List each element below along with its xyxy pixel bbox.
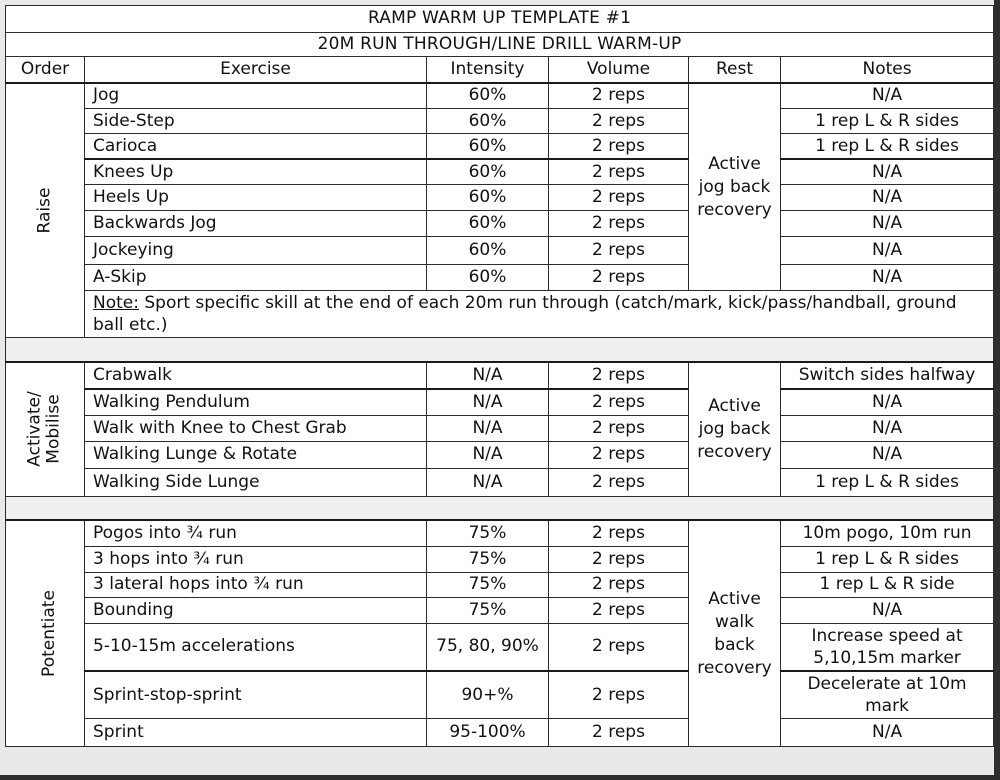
exercise-cell: Walking Lunge & Rotate	[85, 442, 427, 469]
header-exercise: Exercise	[85, 56, 427, 83]
intensity-cell: N/A	[427, 362, 549, 389]
notes-cell: 1 rep L & R side	[781, 572, 994, 597]
frame-edge-bottom	[0, 775, 1000, 780]
section-gap	[6, 338, 994, 362]
exercise-cell: Sprint	[85, 719, 427, 747]
volume-cell: 2 reps	[549, 415, 689, 442]
notes-cell: Increase speed at 5,10,15m marker	[781, 623, 994, 671]
volume-cell: 2 reps	[549, 442, 689, 469]
exercise-cell: Pogos into ¾ run	[85, 520, 427, 547]
intensity-cell: 75%	[427, 547, 549, 572]
table-row	[6, 623, 994, 671]
rest-raise: Active jog back recovery	[689, 83, 781, 291]
notes-cell: N/A	[781, 83, 994, 108]
volume-cell: 2 reps	[549, 134, 689, 159]
volume-cell: 2 reps	[549, 108, 689, 133]
volume-cell: 2 reps	[549, 362, 689, 389]
exercise-cell: Side-Step	[85, 108, 427, 133]
intensity-cell: N/A	[427, 389, 549, 416]
intensity-cell: N/A	[427, 468, 549, 497]
notes-cell: 1 rep L & R sides	[781, 108, 994, 133]
table-row	[6, 415, 994, 442]
intensity-cell: 60%	[427, 210, 549, 237]
notes-cell: N/A	[781, 237, 994, 265]
table-row	[6, 185, 994, 210]
header-row	[6, 56, 994, 83]
order-activate-label	[26, 391, 64, 466]
intensity-cell: 60%	[427, 159, 549, 184]
table-row	[6, 442, 994, 469]
notes-cell: N/A	[781, 719, 994, 747]
header-notes: Notes	[781, 56, 994, 83]
notes-cell: Decelerate at 10m mark	[781, 671, 994, 719]
table-row	[6, 719, 994, 747]
order-potentiate	[6, 520, 85, 746]
intensity-cell: 60%	[427, 185, 549, 210]
table-row	[6, 520, 994, 547]
exercise-cell: Walk with Knee to Chest Grab	[85, 415, 427, 442]
volume-cell: 2 reps	[549, 468, 689, 497]
header-rest: Rest	[689, 56, 781, 83]
intensity-cell: 75%	[427, 520, 549, 547]
exercise-cell: Crabwalk	[85, 362, 427, 389]
volume-cell: 2 reps	[549, 598, 689, 623]
raise-note	[85, 291, 994, 338]
notes-cell: Switch sides halfway	[781, 362, 994, 389]
intensity-cell: 60%	[427, 237, 549, 265]
notes-cell: N/A	[781, 442, 994, 469]
intensity-cell: 60%	[427, 134, 549, 159]
exercise-cell: Bounding	[85, 598, 427, 623]
table-row	[6, 362, 994, 389]
intensity-cell: 60%	[427, 83, 549, 108]
volume-cell: 2 reps	[549, 547, 689, 572]
order-potentiate-label: Potentiate	[38, 590, 59, 677]
intensity-cell: N/A	[427, 415, 549, 442]
notes-cell: N/A	[781, 415, 994, 442]
header-intensity: Intensity	[427, 56, 549, 83]
table-row	[6, 468, 994, 497]
table-row	[6, 598, 994, 623]
table-row	[6, 547, 994, 572]
notes-cell: N/A	[781, 598, 994, 623]
table-row	[6, 83, 994, 108]
volume-cell: 2 reps	[549, 572, 689, 597]
volume-cell: 2 reps	[549, 185, 689, 210]
notes-cell: 1 rep L & R sides	[781, 547, 994, 572]
rest-potentiate: Active walk back recovery	[689, 520, 781, 746]
frame-edge-right	[994, 0, 1000, 780]
exercise-cell: Heels Up	[85, 185, 427, 210]
notes-cell: N/A	[781, 389, 994, 416]
volume-cell: 2 reps	[549, 264, 689, 291]
note-label: Note:	[93, 293, 139, 314]
intensity-cell: 60%	[427, 264, 549, 291]
intensity-cell: 90+%	[427, 671, 549, 719]
exercise-cell: Walking Side Lunge	[85, 468, 427, 497]
order-raise-label: Raise	[34, 187, 55, 234]
subtitle-row	[6, 32, 994, 56]
exercise-cell: 3 hops into ¾ run	[85, 547, 427, 572]
notes-cell: N/A	[781, 264, 994, 291]
table-title: RAMP WARM UP TEMPLATE #1	[6, 6, 994, 33]
table-row	[6, 210, 994, 237]
exercise-cell: 3 lateral hops into ¾ run	[85, 572, 427, 597]
volume-cell: 2 reps	[549, 719, 689, 747]
table-row	[6, 159, 994, 184]
header-order: Order	[6, 56, 85, 83]
volume-cell: 2 reps	[549, 623, 689, 671]
notes-cell: 10m pogo, 10m run	[781, 520, 994, 547]
intensity-cell: 60%	[427, 108, 549, 133]
order-activate-line1: Activate/	[25, 391, 45, 467]
section-gap-cell	[6, 497, 994, 520]
notes-cell: N/A	[781, 210, 994, 237]
exercise-cell: Jockeying	[85, 237, 427, 265]
exercise-cell: Knees Up	[85, 159, 427, 184]
exercise-cell: Sprint-stop-sprint	[85, 671, 427, 719]
section-gap	[6, 497, 994, 520]
rest-activate: Active jog back recovery	[689, 362, 781, 497]
table-row	[6, 134, 994, 159]
order-activate-line2: Mobilise	[44, 394, 64, 464]
volume-cell: 2 reps	[549, 83, 689, 108]
table-row	[6, 264, 994, 291]
volume-cell: 2 reps	[549, 210, 689, 237]
order-activate	[6, 362, 85, 497]
volume-cell: 2 reps	[549, 671, 689, 719]
intensity-cell: 75, 80, 90%	[427, 623, 549, 671]
exercise-cell: Jog	[85, 83, 427, 108]
notes-cell: N/A	[781, 185, 994, 210]
note-row	[6, 291, 994, 338]
table-row	[6, 108, 994, 133]
ramp-warmup-table	[5, 5, 994, 747]
volume-cell: 2 reps	[549, 520, 689, 547]
table-row	[6, 572, 994, 597]
title-row	[6, 6, 994, 33]
volume-cell: 2 reps	[549, 159, 689, 184]
note-text: Sport specific skill at the end of each 20m run through (catch/mark, kick/pass/handball, ground ball etc.)	[93, 293, 957, 336]
intensity-cell: 95-100%	[427, 719, 549, 747]
exercise-cell: Walking Pendulum	[85, 389, 427, 416]
intensity-cell: 75%	[427, 598, 549, 623]
exercise-cell: 5-10-15m accelerations	[85, 623, 427, 671]
table-row	[6, 671, 994, 719]
exercise-cell: A-Skip	[85, 264, 427, 291]
exercise-cell: Carioca	[85, 134, 427, 159]
volume-cell: 2 reps	[549, 389, 689, 416]
intensity-cell: N/A	[427, 442, 549, 469]
notes-cell: 1 rep L & R sides	[781, 468, 994, 497]
table-row	[6, 389, 994, 416]
exercise-cell: Backwards Jog	[85, 210, 427, 237]
order-raise	[6, 83, 85, 338]
volume-cell: 2 reps	[549, 237, 689, 265]
table-subtitle: 20M RUN THROUGH/LINE DRILL WARM-UP	[6, 32, 994, 56]
section-gap-cell	[6, 338, 994, 362]
header-volume: Volume	[549, 56, 689, 83]
intensity-cell: 75%	[427, 572, 549, 597]
table-row	[6, 237, 994, 265]
notes-cell: N/A	[781, 159, 994, 184]
notes-cell: 1 rep L & R sides	[781, 134, 994, 159]
